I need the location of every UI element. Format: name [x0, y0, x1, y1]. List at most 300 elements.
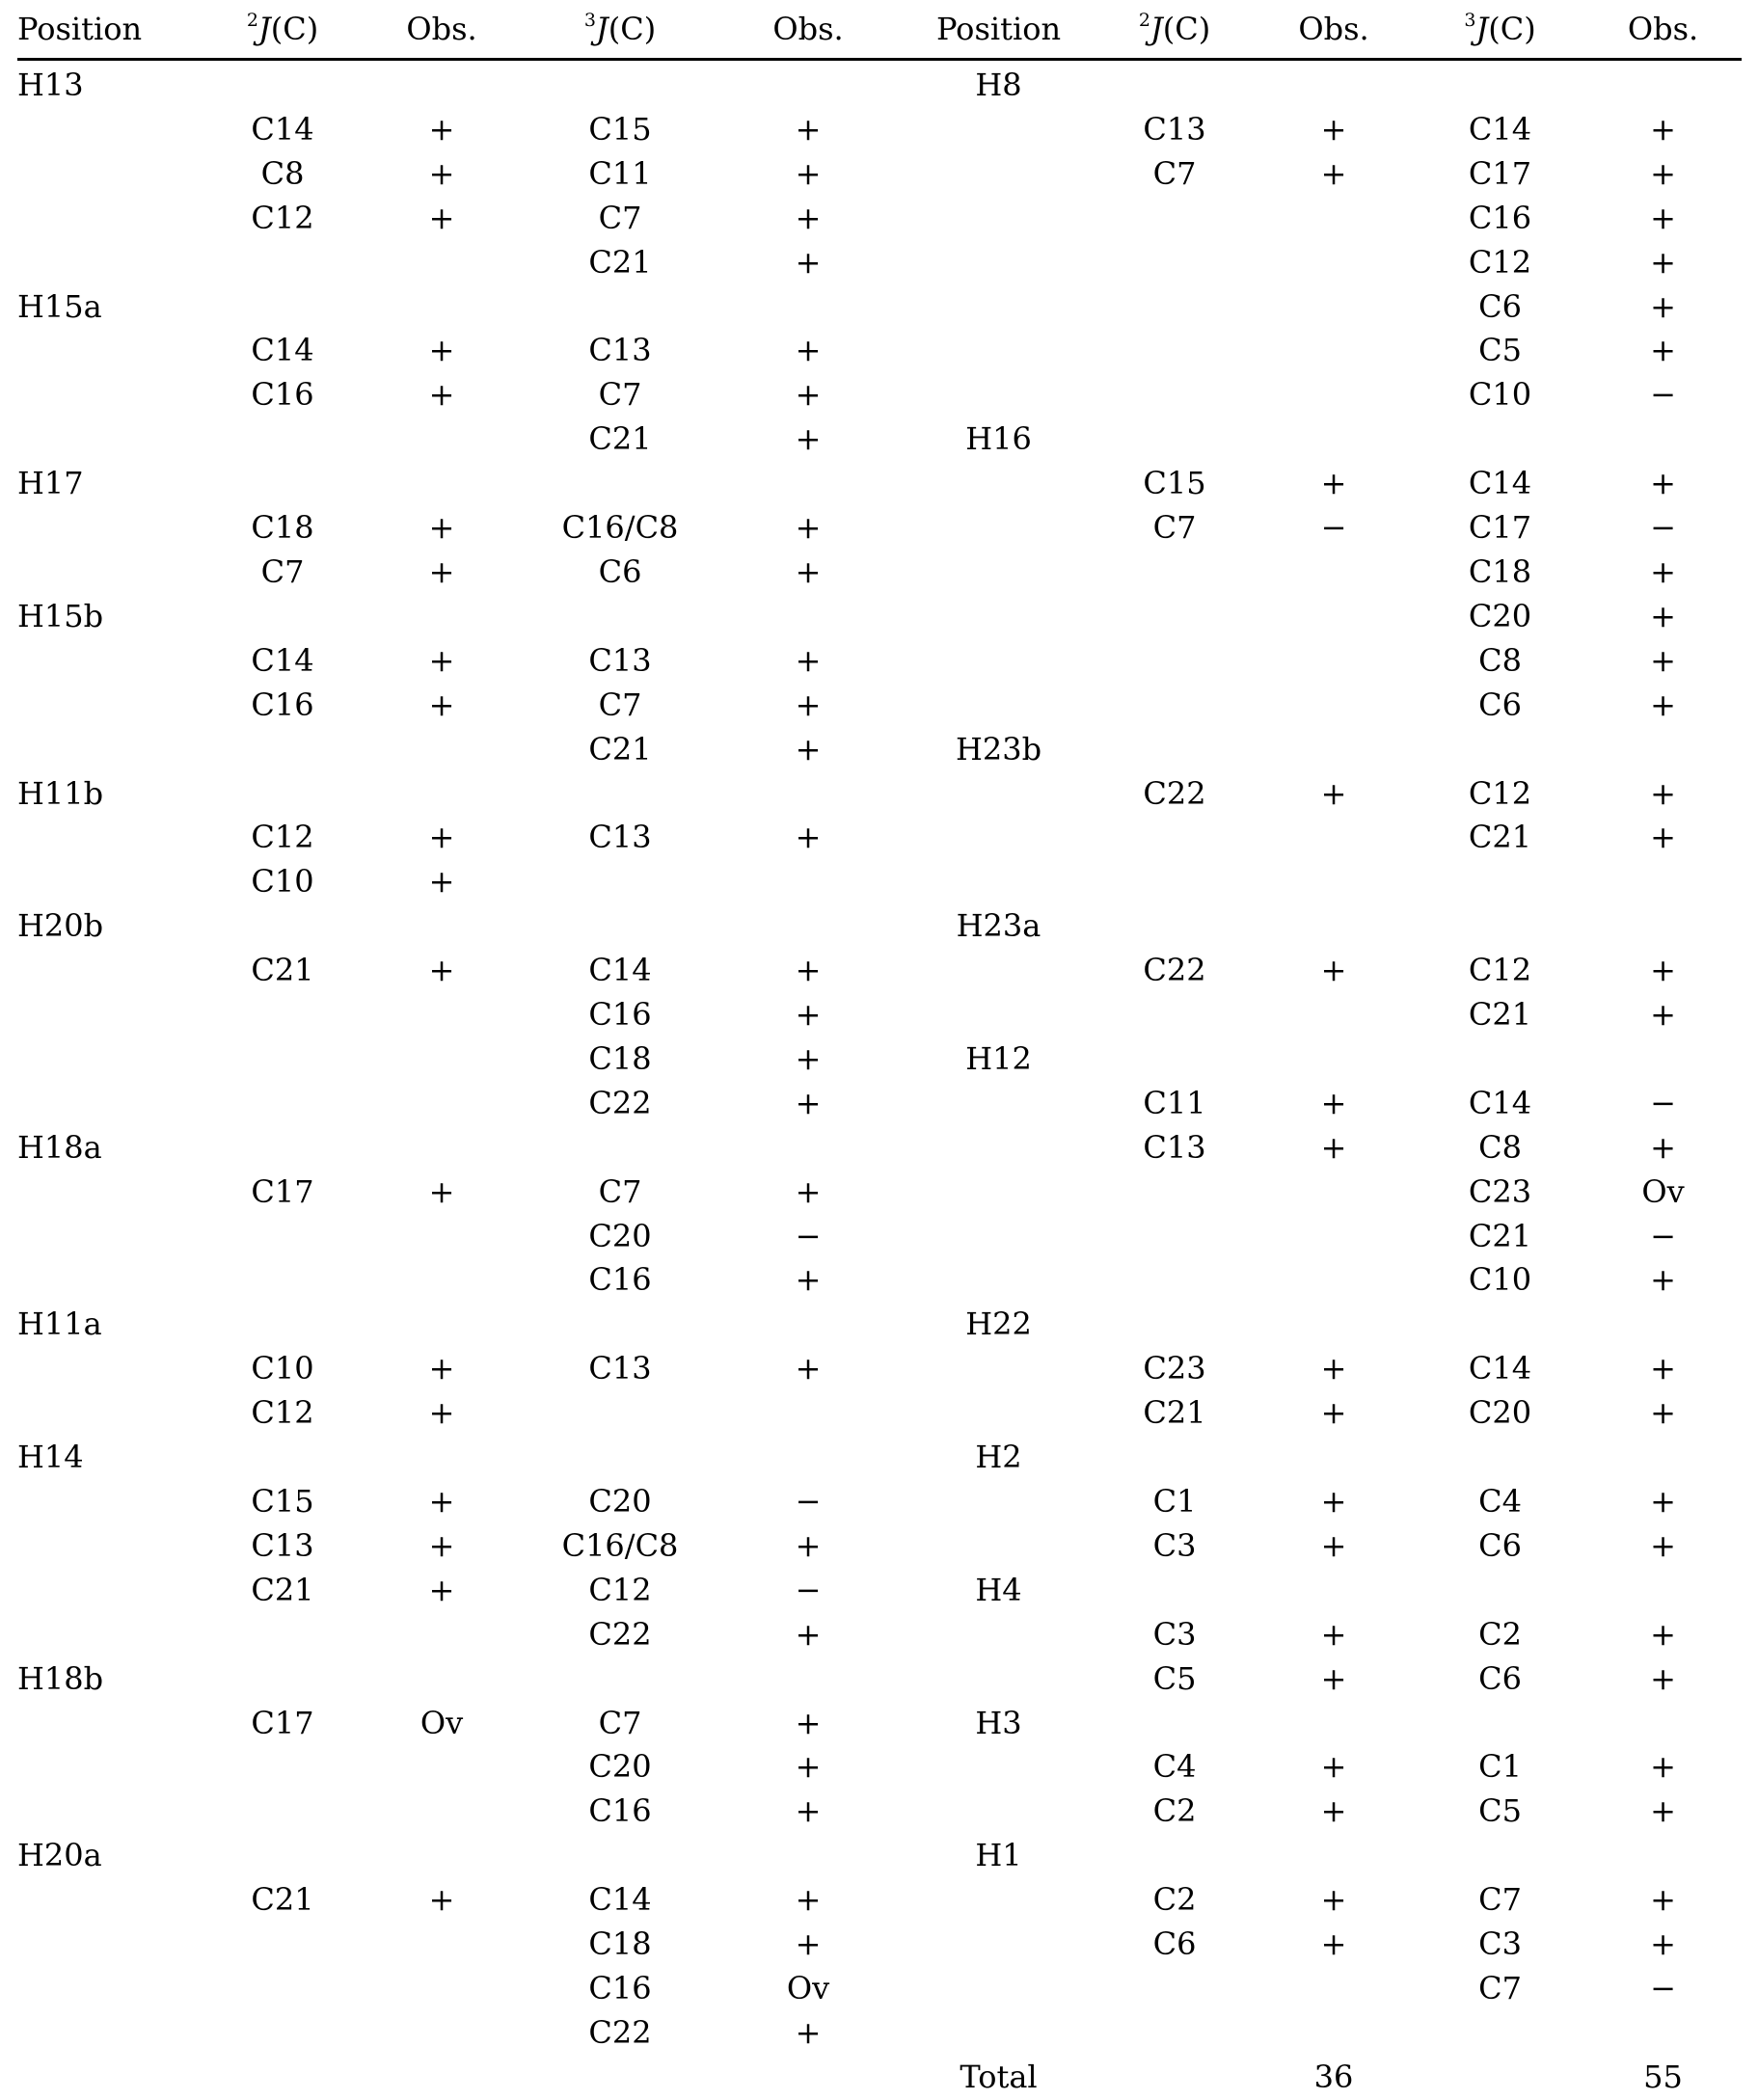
cell-3j-left: C21 [588, 243, 652, 281]
cell-obs-3j-left: + [795, 1748, 822, 1786]
cell-obs-3j-left: + [795, 1084, 822, 1121]
cell-3j-left [524, 2056, 717, 2100]
header-obs-2: Obs. [772, 11, 844, 47]
cell-position-right [900, 197, 1097, 241]
cell-2j-left [205, 1745, 360, 1790]
cell-3j-left [524, 60, 717, 108]
cell-3j-left: C20 [588, 1217, 652, 1254]
cell-2j-right [1097, 860, 1252, 904]
cell-3j-right [1416, 1569, 1584, 1613]
cell-2j-left: C15 [251, 1483, 314, 1520]
table-row [17, 108, 1742, 152]
cell-3j-left [524, 1436, 717, 1480]
cell-obs-2j-right [1252, 1215, 1416, 1259]
cell-3j-right [1416, 60, 1584, 108]
cell-3j-left: C20 [588, 1748, 652, 1786]
table-row [17, 1215, 1742, 1259]
cell-position-right [900, 1613, 1097, 1657]
cell-obs-3j-left: + [795, 1792, 822, 1830]
cell-obs-3j-left: + [795, 332, 822, 369]
cell-3j-right: C21 [1468, 996, 1532, 1034]
cell-position-right [900, 1878, 1097, 1923]
cell-2j-left [205, 1967, 360, 2011]
cell-3j-left: C21 [588, 420, 652, 458]
table-row [17, 1702, 1742, 1746]
cell-obs-2j-right [1252, 197, 1416, 241]
cell-obs-2j-left [360, 285, 524, 330]
cell-3j-right [1416, 417, 1584, 462]
cell-obs-2j-left: + [428, 332, 455, 369]
cell-2j-left [205, 1613, 360, 1657]
cell-2j-right [1097, 2056, 1252, 2100]
cell-obs-2j-left [360, 728, 524, 772]
cell-obs-3j-right: + [1650, 1394, 1676, 1432]
cell-position-right: H23b [955, 730, 1042, 767]
cell-obs-3j-left: + [795, 686, 822, 723]
cell-position-right: H3 [975, 1704, 1022, 1741]
cell-3j-right [1416, 904, 1584, 949]
cell-2j-right [1097, 595, 1252, 639]
cell-obs-3j-right: + [1650, 996, 1676, 1034]
cell-position-right: H1 [975, 1837, 1022, 1874]
cell-3j-left: C7 [598, 199, 642, 236]
cell-obs-2j-left [360, 1790, 524, 1834]
cell-obs-3j-right: + [1650, 1615, 1676, 1653]
cell-2j-left: C21 [251, 952, 314, 989]
cell-3j-left [524, 1834, 717, 1878]
cell-position-right [900, 462, 1097, 506]
cell-position-left: H15b [17, 597, 104, 634]
coupling-table [17, 0, 1742, 2100]
cell-obs-2j-right: + [1320, 1128, 1347, 1166]
table-row [17, 152, 1742, 197]
cell-obs-2j-right [1252, 595, 1416, 639]
cell-3j-right [1416, 2056, 1584, 2100]
cell-2j-left [205, 1834, 360, 1878]
cell-position-left [17, 860, 205, 904]
cell-position-left: H20a [17, 1837, 102, 1874]
cell-position-right [900, 1126, 1097, 1171]
cell-obs-2j-right: − [1320, 509, 1347, 547]
cell-obs-3j-left [717, 595, 900, 639]
table-row [17, 462, 1742, 506]
cell-2j-right: C3 [1152, 1615, 1197, 1653]
table-row [17, 1171, 1742, 1215]
cell-obs-2j-right: + [1320, 1350, 1347, 1387]
cell-2j-right [1097, 993, 1252, 1037]
cell-obs-3j-right: + [1650, 819, 1676, 856]
cell-position-right: H12 [965, 1039, 1032, 1077]
cell-position-left: H11b [17, 774, 104, 812]
cell-obs-2j-right [1252, 1303, 1416, 1347]
cell-obs-2j-right: + [1320, 1394, 1347, 1432]
cell-obs-2j-left: + [428, 641, 455, 679]
cell-obs-2j-right: + [1320, 952, 1347, 989]
cell-obs-2j-right [1252, 1436, 1416, 1480]
cell-obs-3j-left: + [795, 2013, 822, 2051]
cell-3j-left: C18 [588, 1039, 652, 1077]
cell-3j-right: C5 [1478, 1792, 1522, 1830]
cell-2j-left [205, 595, 360, 639]
cell-position-right [900, 108, 1097, 152]
cell-2j-left [205, 241, 360, 285]
table-row [17, 1569, 1742, 1613]
cell-obs-3j-left: + [795, 376, 822, 414]
cell-position-right [900, 152, 1097, 197]
cell-obs-2j-right: + [1320, 1881, 1347, 1919]
cell-2j-left: C14 [251, 641, 314, 679]
cell-obs-2j-left [360, 993, 524, 1037]
cell-3j-right: C8 [1478, 1128, 1522, 1166]
cell-3j-right: C12 [1468, 774, 1532, 812]
cell-2j-right [1097, 904, 1252, 949]
table-row [17, 197, 1742, 241]
cell-3j-left: C13 [588, 1350, 652, 1387]
cell-obs-3j-left: + [795, 1039, 822, 1077]
cell-2j-right [1097, 551, 1252, 595]
table-row [17, 373, 1742, 417]
cell-2j-left [205, 1215, 360, 1259]
table-row [17, 684, 1742, 728]
cell-position-right: H2 [975, 1439, 1022, 1476]
cell-obs-3j-left: + [795, 154, 822, 192]
cell-position-right [900, 1745, 1097, 1790]
cell-2j-right: C22 [1143, 774, 1206, 812]
cell-position-right: Total [960, 2058, 1038, 2095]
cell-obs-3j-right [1584, 860, 1742, 904]
cell-2j-left [205, 1303, 360, 1347]
cell-obs-2j-right: + [1320, 110, 1347, 148]
cell-obs-2j-left [360, 1745, 524, 1790]
cell-3j-right: C14 [1468, 1084, 1532, 1121]
cell-position-right [900, 329, 1097, 373]
cell-position-left [17, 1790, 205, 1834]
table-row [17, 551, 1742, 595]
cell-position-right [900, 639, 1097, 684]
cell-position-left [17, 1347, 205, 1391]
cell-obs-3j-right: + [1650, 1350, 1676, 1387]
cell-2j-right [1097, 373, 1252, 417]
cell-3j-left: C6 [598, 552, 642, 590]
table-row [17, 241, 1742, 285]
cell-2j-right: C7 [1152, 154, 1197, 192]
table-row [17, 904, 1742, 949]
cell-2j-left: C18 [251, 509, 314, 547]
cell-2j-right [1097, 60, 1252, 108]
cell-3j-right: C10 [1468, 1261, 1532, 1299]
cell-obs-3j-right [1584, 1436, 1742, 1480]
cell-3j-right: C6 [1478, 686, 1522, 723]
cell-2j-left: C10 [251, 1350, 314, 1387]
cell-position-right [900, 1480, 1097, 1524]
cell-position-right [900, 2011, 1097, 2056]
cell-obs-2j-right [1252, 1171, 1416, 1215]
cell-obs-2j-right [1252, 1037, 1416, 1082]
cell-obs-2j-right [1252, 816, 1416, 860]
cell-obs-2j-left [360, 1303, 524, 1347]
cell-2j-right [1097, 417, 1252, 462]
cell-obs-3j-left [717, 1436, 900, 1480]
cell-3j-left [524, 1303, 717, 1347]
cell-position-right [900, 993, 1097, 1037]
cell-obs-2j-left [360, 1126, 524, 1171]
cell-2j-right [1097, 816, 1252, 860]
cell-2j-right [1097, 728, 1252, 772]
cell-2j-left: C14 [251, 110, 314, 148]
cell-2j-left: C16 [251, 686, 314, 723]
cell-obs-3j-left [717, 2056, 900, 2100]
cell-obs-2j-right [1252, 860, 1416, 904]
cell-3j-right: C20 [1468, 597, 1532, 634]
cell-obs-2j-left [360, 462, 524, 506]
cell-3j-left: C16 [588, 996, 652, 1034]
cell-obs-2j-left [360, 2011, 524, 2056]
cell-obs-2j-right: + [1320, 1792, 1347, 1830]
cell-position-left [17, 329, 205, 373]
cell-position-left: H18b [17, 1659, 104, 1697]
cell-position-left: H18a [17, 1128, 102, 1166]
cell-2j-left [205, 1037, 360, 1082]
cell-position-right [900, 1923, 1097, 1967]
cell-obs-2j-right [1252, 993, 1416, 1037]
cell-position-right [900, 816, 1097, 860]
cell-2j-left [205, 772, 360, 817]
cell-obs-3j-right [1584, 417, 1742, 462]
cell-3j-right: C7 [1478, 1969, 1522, 2006]
cell-position-left: H11a [17, 1306, 102, 1343]
cell-obs-3j-right: + [1650, 1526, 1676, 1564]
cell-2j-left [205, 1657, 360, 1702]
cell-position-right [900, 506, 1097, 551]
cell-obs-2j-left: + [428, 1350, 455, 1387]
cell-3j-left: C14 [588, 1881, 652, 1919]
cell-position-right [900, 1790, 1097, 1834]
cell-2j-right [1097, 1303, 1252, 1347]
cell-3j-left: C22 [588, 1084, 652, 1121]
cell-3j-left: C21 [588, 730, 652, 767]
cell-obs-2j-right [1252, 1834, 1416, 1878]
cell-obs-2j-left [360, 595, 524, 639]
cell-position-right: H23a [956, 907, 1041, 945]
cell-obs-3j-right [1584, 1303, 1742, 1347]
cell-obs-3j-left: − [795, 1571, 822, 1608]
cell-obs-3j-right [1584, 1702, 1742, 1746]
cell-position-right [900, 373, 1097, 417]
cell-position-left [17, 241, 205, 285]
cell-3j-right: C6 [1478, 1659, 1522, 1697]
cell-position-right: H8 [975, 67, 1022, 103]
cell-2j-right: C4 [1152, 1748, 1197, 1786]
cell-2j-right: C22 [1143, 952, 1206, 989]
cell-3j-left: C16 [588, 1969, 652, 2006]
cell-2j-right: C3 [1152, 1526, 1197, 1564]
cell-obs-3j-right: + [1650, 1925, 1676, 1963]
cell-3j-right [1416, 728, 1584, 772]
cell-obs-2j-left [360, 1834, 524, 1878]
cell-obs-2j-left [360, 1436, 524, 1480]
cell-obs-3j-left: + [795, 509, 822, 547]
cell-obs-2j-right [1252, 1258, 1416, 1303]
cell-position-left: H17 [17, 465, 84, 502]
cell-obs-3j-right: + [1650, 110, 1676, 148]
cell-3j-left [524, 860, 717, 904]
cell-position-right [900, 1347, 1097, 1391]
cell-3j-right: C7 [1478, 1881, 1522, 1919]
cell-obs-3j-right: + [1650, 1483, 1676, 1520]
table-row [17, 60, 1742, 108]
cell-position-right [900, 684, 1097, 728]
cell-obs-3j-right: + [1650, 1881, 1676, 1919]
cell-2j-right [1097, 684, 1252, 728]
cell-position-right [900, 1171, 1097, 1215]
cell-position-right [900, 1524, 1097, 1569]
cell-3j-right [1416, 1834, 1584, 1878]
cell-3j-left: C13 [588, 819, 652, 856]
cell-position-left [17, 551, 205, 595]
cell-obs-3j-left: + [795, 1704, 822, 1741]
cell-3j-right: C17 [1468, 509, 1532, 547]
cell-2j-right: C1 [1152, 1483, 1197, 1520]
table-row [17, 1524, 1742, 1569]
cell-position-left [17, 1524, 205, 1569]
cell-3j-left: C16/C8 [561, 509, 679, 547]
cell-obs-3j-left [717, 285, 900, 330]
cell-2j-right: C7 [1152, 509, 1197, 547]
cell-3j-left: C22 [588, 1615, 652, 1653]
cell-position-left [17, 1215, 205, 1259]
cell-3j-right: C6 [1478, 287, 1522, 325]
cell-obs-3j-right: − [1650, 1084, 1676, 1121]
cell-3j-left [524, 1126, 717, 1171]
cell-2j-right [1097, 1258, 1252, 1303]
cell-obs-3j-left: + [795, 819, 822, 856]
cell-obs-3j-right: + [1650, 774, 1676, 812]
cell-2j-left [205, 2056, 360, 2100]
cell-obs-3j-right: + [1650, 1792, 1676, 1830]
table-row [17, 1347, 1742, 1391]
cell-2j-left: C17 [251, 1704, 314, 1741]
cell-obs-2j-left: + [428, 509, 455, 547]
cell-position-left [17, 108, 205, 152]
cell-obs-2j-left [360, 1215, 524, 1259]
cell-2j-left [205, 2011, 360, 2056]
cell-3j-right: C6 [1478, 1526, 1522, 1564]
cell-obs-3j-left: + [795, 199, 822, 236]
cell-obs-2j-left: + [428, 1483, 455, 1520]
cell-2j-right: C5 [1152, 1659, 1197, 1697]
cell-position-left [17, 949, 205, 993]
cell-2j-left [205, 1082, 360, 1126]
cell-3j-right: C12 [1468, 243, 1532, 281]
cell-obs-3j-left: + [795, 552, 822, 590]
cell-obs-2j-right: + [1320, 1615, 1347, 1653]
cell-3j-left [524, 462, 717, 506]
table-row [17, 506, 1742, 551]
table-body [17, 60, 1742, 2100]
table-row [17, 772, 1742, 817]
cell-2j-left: C21 [251, 1881, 314, 1919]
header-position-right: Position [935, 11, 1062, 47]
header-position-left: Position [17, 11, 143, 47]
cell-obs-2j-left [360, 241, 524, 285]
cell-2j-right [1097, 329, 1252, 373]
cell-3j-right [1416, 1436, 1584, 1480]
cell-3j-left: C14 [588, 952, 652, 989]
cell-2j-left: C13 [251, 1526, 314, 1564]
cell-position-right [900, 860, 1097, 904]
cell-2j-right [1097, 1702, 1252, 1746]
table-row [17, 595, 1742, 639]
cell-obs-3j-left [717, 772, 900, 817]
cell-2j-right: C2 [1152, 1881, 1197, 1919]
cell-obs-3j-right: − [1650, 376, 1676, 414]
cell-position-left [17, 728, 205, 772]
cell-3j-left: C7 [598, 1172, 642, 1210]
cell-3j-left: C16/C8 [561, 1526, 679, 1564]
cell-position-left: H20b [17, 907, 104, 945]
cell-position-right [900, 1657, 1097, 1702]
cell-position-left [17, 1613, 205, 1657]
cell-obs-3j-left [717, 1834, 900, 1878]
cell-2j-left [205, 417, 360, 462]
cell-obs-3j-left: + [795, 641, 822, 679]
cell-obs-3j-right: + [1650, 1659, 1676, 1697]
cell-obs-2j-left [360, 60, 524, 108]
cell-2j-right [1097, 1967, 1252, 2011]
cell-2j-left: C16 [251, 376, 314, 414]
table-row [17, 1745, 1742, 1790]
cell-3j-left [524, 772, 717, 817]
cell-2j-left [205, 1436, 360, 1480]
cell-obs-3j-left [717, 904, 900, 949]
cell-obs-3j-left [717, 1657, 900, 1702]
cell-obs-2j-left [360, 1613, 524, 1657]
cell-obs-2j-left: + [428, 952, 455, 989]
cell-2j-right: C15 [1143, 465, 1206, 502]
cell-2j-left [205, 1258, 360, 1303]
cell-2j-right [1097, 1436, 1252, 1480]
cell-2j-right [1097, 1171, 1252, 1215]
cell-obs-3j-right: − [1650, 509, 1676, 547]
header-obs-4: Obs. [1627, 11, 1699, 47]
cell-obs-3j-right: + [1650, 287, 1676, 325]
cell-3j-left [524, 595, 717, 639]
cell-position-left [17, 993, 205, 1037]
cell-position-left [17, 1258, 205, 1303]
cell-2j-right [1097, 1569, 1252, 1613]
cell-obs-2j-right: + [1320, 1084, 1347, 1121]
cell-2j-right: C2 [1152, 1792, 1197, 1830]
cell-2j-left: C17 [251, 1172, 314, 1210]
cell-obs-3j-left: + [795, 1261, 822, 1299]
cell-2j-right [1097, 285, 1252, 330]
cell-2j-right: C13 [1143, 1128, 1206, 1166]
header-2j-right: $^2$J(C) [1138, 10, 1211, 47]
header-2j-left: $^2$J(C) [246, 10, 319, 47]
cell-2j-right [1097, 2011, 1252, 2056]
cell-obs-3j-right [1584, 60, 1742, 108]
cell-obs-3j-right: + [1650, 952, 1676, 989]
cell-obs-2j-left [360, 417, 524, 462]
cell-position-left [17, 1923, 205, 1967]
cell-3j-left [524, 904, 717, 949]
cell-obs-3j-right: + [1650, 552, 1676, 590]
cell-3j-right: C21 [1468, 1217, 1532, 1254]
cell-obs-2j-left [360, 1258, 524, 1303]
table-row [17, 860, 1742, 904]
cell-position-left [17, 2011, 205, 2056]
cell-2j-left: C10 [251, 863, 314, 901]
